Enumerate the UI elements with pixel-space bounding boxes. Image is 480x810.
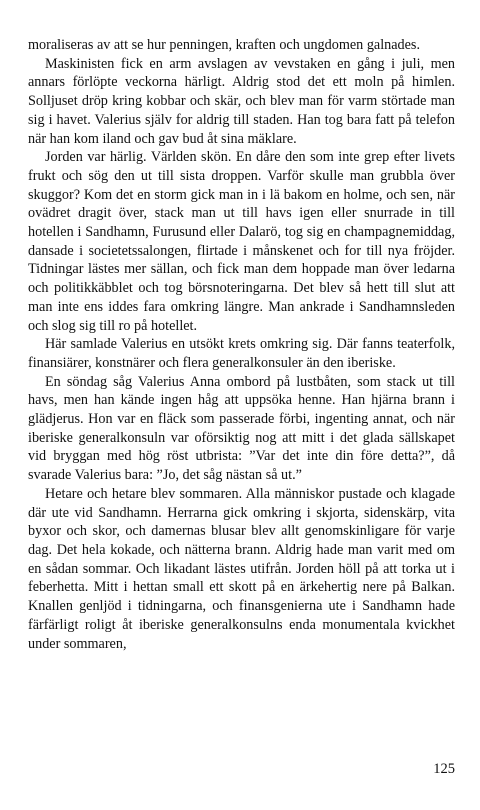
paragraph: Jorden var härlig. Världen skön. En dåre den som inte grep efter livets frukt och sög den ut till sista droppen. Varför skulle man grubbla över skuggor? Kom det en storm gick man in i lä bakom en holme, och sen, när ovädret dragit över, stack man ut till havs igen eller snurrade in till hotellen i Sandhamn, Furusund eller Dalarö, tog sig en champagnemiddag, dansade i societetssalongen, flirtade i månskenet och for till nya fröjder. Tidningar lästes mer sällan, och fick man dem hoppade man över ledarna och politikkäbblet och tog börsnoteringarna. Det blev så hett till slut att man inte ens iddes fara omkring längre. Man ankrade i Sandhamnsleden och slog sig till ro på hotellet.	[28, 149, 455, 334]
paragraph: Här samlade Valerius en utsökt krets omkring sig. Där fanns teaterfolk, finansiärer, konstnärer och flera generalkonsuler än den iberiske.	[28, 336, 455, 371]
page-number: 125	[433, 761, 455, 777]
paragraph: Hetare och hetare blev sommaren. Alla människor pustade och klagade där ute vid Sandhamn. Herrarna gick omkring i skjorta, sidenskärp, vita byxor och skor, och damernas blusar blev allt genomskinligare för varje dag. Det hela kokade, och nätterna brann. Aldrig hade man varit med om en sådan sommar. Och likadant lästes utifrån. Jorden höll på att torka ut i feberhetta. Mitt i hettan small ett skott på en ärkehertig nere på Balkan. Knallen genljöd i tidningarna, och finansgenierna ute i Sandhamn hade färfärligt roligt åt iberiske generalkonsulns enda monumentala kvickhet under sommaren,	[28, 485, 455, 652]
paragraph: En söndag såg Valerius Anna ombord på lustbåten, som stack ut till havs, men han kände ingen håg att uppsöka henne. Han hjärna brann i glädjerus. Hon var en fläck som passerade förbi, ingenting annat, och när iberiske generalkonsuln var oförsiktig nog att mitt i det glada sällskapet vid bryggan med hög röst utbrista: ”Var det inte din före detta?”, då svarade Valerius bara: ”Jo, det såg nästan så ut.”	[28, 373, 455, 484]
page-body	[28, 36, 455, 653]
paragraph: moraliseras av att se hur penningen, kraften och ungdomen galnades.	[28, 37, 420, 53]
paragraph: Maskinisten fick en arm avslagen av vevstaken en gång i juli, men annars förlöpte veckorna härligt. Aldrig stod det ett moln på himlen. Solljuset dröp kring kobbar och skär, och blev man för varm störtade man sig i havet. Valerius själv for aldrig till staden. Han tog bara fatt på telefon när han kom iland och gav bud åt sina mäklare.	[28, 55, 455, 147]
